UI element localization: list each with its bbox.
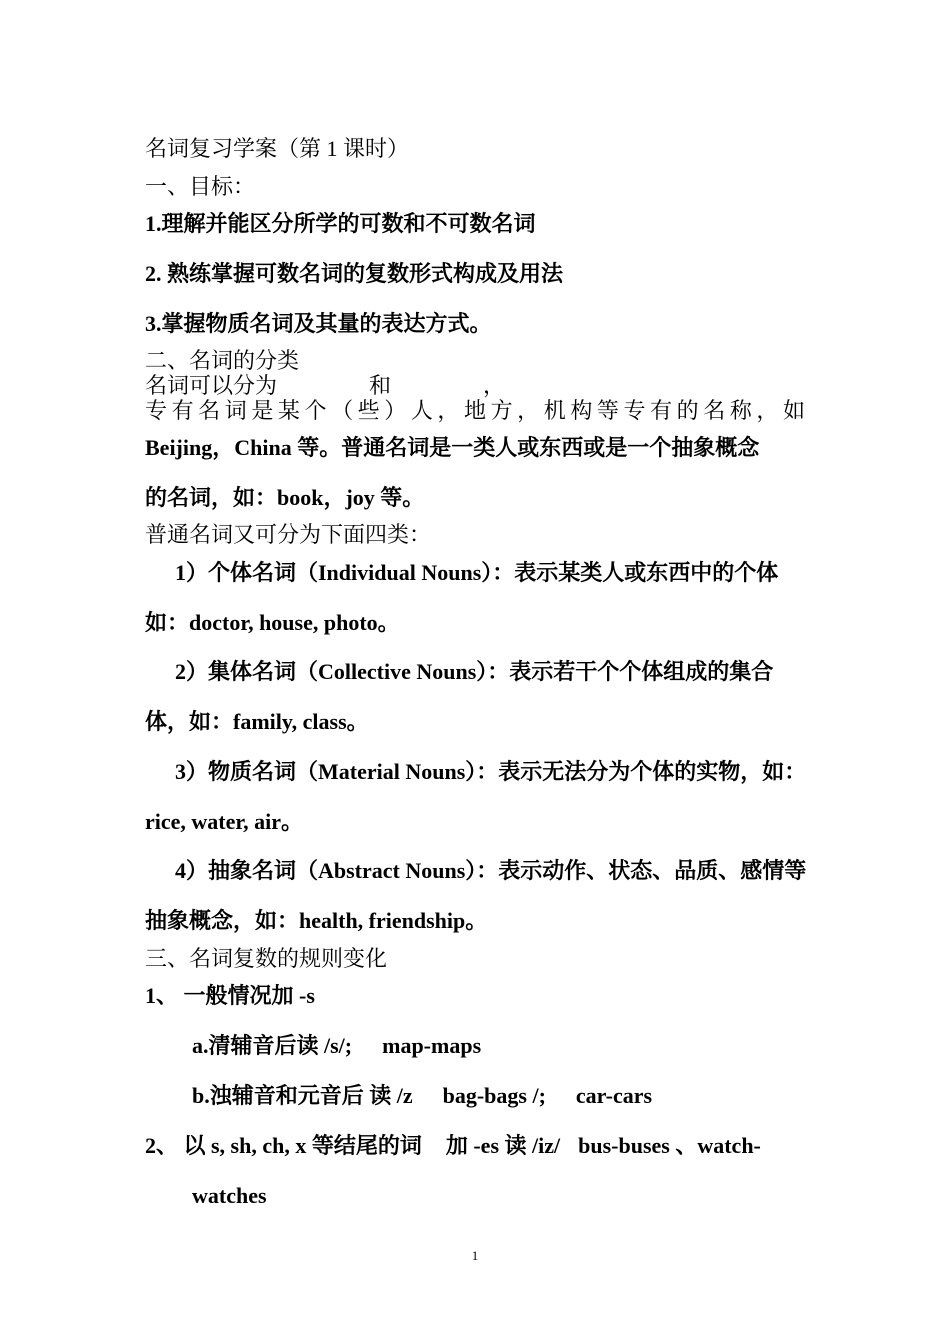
rule-2-add: 加 -es 读 /iz/ bbox=[445, 1133, 561, 1158]
noun-type-abstract-example: 抽象概念，如：health, friendship。 bbox=[145, 908, 488, 933]
rule-1a-example: map-maps bbox=[382, 1033, 482, 1058]
plural-rule-2-continuation: watches bbox=[192, 1183, 267, 1208]
plural-rule-1a bbox=[192, 1033, 481, 1059]
plural-rule-1: 1、 一般情况加 -s bbox=[145, 983, 315, 1008]
plural-rule-1b bbox=[192, 1083, 652, 1109]
noun-type-collective: 2）集体名词（Collective Nouns）：表示若干个个体组成的集合 bbox=[175, 659, 774, 684]
rule-2-example: bus-buses 、watch- bbox=[578, 1133, 761, 1158]
rule-1b-text: b.浊辅音和元音后 读 /z bbox=[192, 1083, 413, 1108]
intro-text: 名词可以分为 bbox=[145, 373, 278, 398]
document-title: 名词复习学案（第 1 课时） bbox=[145, 136, 410, 161]
noun-type-material: 3）物质名词（Material Nouns）：表示无法分为个体的实物，如： bbox=[175, 759, 807, 784]
section-heading-goals: 一、目标： bbox=[145, 174, 256, 199]
rule-1b-example-1: bag-bags /; bbox=[442, 1083, 546, 1108]
proper-noun-line-3: 的名词，如：book，joy 等。 bbox=[145, 485, 425, 510]
proper-noun-line-1: 专有名词是某个（些）人，地方，机构等专有的名称，如 bbox=[145, 398, 805, 423]
classification-intro bbox=[145, 373, 505, 399]
section-heading-classification: 二、名词的分类 bbox=[145, 348, 300, 373]
rule-1a-text: a.清辅音后读 /s/; bbox=[192, 1033, 353, 1058]
noun-type-individual: 1）个体名词（Individual Nouns）：表示某类人或东西中的个体 bbox=[175, 560, 779, 585]
page-number: 1 bbox=[471, 1248, 479, 1263]
intro-comma: ， bbox=[483, 373, 506, 398]
rule-2-text: 2、 以 s, sh, ch, x 等结尾的词 bbox=[145, 1133, 422, 1158]
section-heading-plural-rules: 三、名词复数的规则变化 bbox=[145, 946, 388, 971]
proper-noun-line-2: Beijing，China 等。普通名词是一类人或东西或是一个抽象概念 bbox=[145, 435, 760, 460]
goal-item-2: 2. 熟练掌握可数名词的复数形式构成及用法 bbox=[145, 261, 564, 286]
noun-type-collective-example: 体，如：family, class。 bbox=[145, 709, 369, 734]
noun-type-abstract: 4）抽象名词（Abstract Nouns）：表示动作、状态、品质、感情等 bbox=[175, 858, 807, 883]
common-noun-intro: 普通名词又可分为下面四类： bbox=[145, 522, 432, 547]
noun-type-individual-example: 如：doctor, house, photo。 bbox=[145, 610, 400, 635]
rule-1b-example-2: car-cars bbox=[575, 1083, 653, 1108]
goal-item-3: 3.掌握物质名词及其量的表达方式。 bbox=[145, 311, 492, 336]
intro-and: 和 bbox=[369, 373, 392, 398]
plural-rule-2 bbox=[145, 1133, 761, 1159]
goal-item-1: 1.理解并能区分所学的可数和不可数名词 bbox=[145, 211, 536, 236]
noun-type-material-example: rice, water, air。 bbox=[145, 809, 304, 834]
